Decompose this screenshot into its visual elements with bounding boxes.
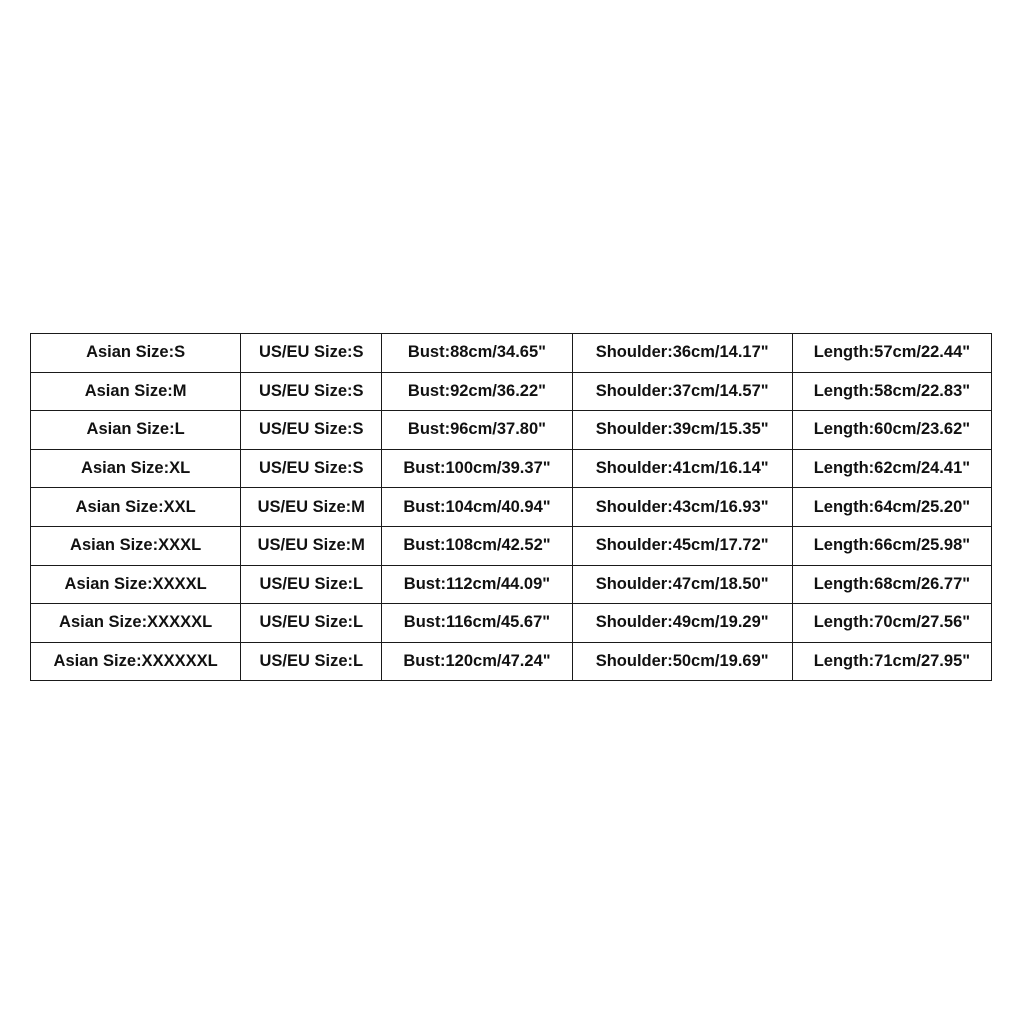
shoulder-cell: Shoulder:36cm/14.17"	[572, 334, 792, 373]
us-eu-size-cell: US/EU Size:L	[241, 565, 382, 604]
table-row	[31, 372, 992, 411]
table-row	[31, 565, 992, 604]
bust-cell: Bust:88cm/34.65"	[382, 334, 572, 373]
shoulder-cell: Shoulder:45cm/17.72"	[572, 526, 792, 565]
shoulder-cell: Shoulder:43cm/16.93"	[572, 488, 792, 527]
table-row	[31, 488, 992, 527]
us-eu-size-cell: US/EU Size:S	[241, 334, 382, 373]
us-eu-size-cell: US/EU Size:L	[241, 604, 382, 643]
bust-cell: Bust:92cm/36.22"	[382, 372, 572, 411]
us-eu-size-cell: US/EU Size:M	[241, 488, 382, 527]
table-row	[31, 604, 992, 643]
length-cell: Length:58cm/22.83"	[792, 372, 991, 411]
length-cell: Length:60cm/23.62"	[792, 411, 991, 450]
asian-size-cell: Asian Size:XL	[31, 449, 241, 488]
length-cell: Length:62cm/24.41"	[792, 449, 991, 488]
bust-cell: Bust:104cm/40.94"	[382, 488, 572, 527]
asian-size-cell: Asian Size:XXL	[31, 488, 241, 527]
asian-size-cell: Asian Size:XXXL	[31, 526, 241, 565]
length-cell: Length:68cm/26.77"	[792, 565, 991, 604]
us-eu-size-cell: US/EU Size:L	[241, 642, 382, 681]
length-cell: Length:57cm/22.44"	[792, 334, 991, 373]
shoulder-cell: Shoulder:50cm/19.69"	[572, 642, 792, 681]
us-eu-size-cell: US/EU Size:S	[241, 411, 382, 450]
shoulder-cell: Shoulder:49cm/19.29"	[572, 604, 792, 643]
bust-cell: Bust:96cm/37.80"	[382, 411, 572, 450]
shoulder-cell: Shoulder:39cm/15.35"	[572, 411, 792, 450]
length-cell: Length:66cm/25.98"	[792, 526, 991, 565]
asian-size-cell: Asian Size:S	[31, 334, 241, 373]
shoulder-cell: Shoulder:47cm/18.50"	[572, 565, 792, 604]
shoulder-cell: Shoulder:41cm/16.14"	[572, 449, 792, 488]
table-row	[31, 642, 992, 681]
us-eu-size-cell: US/EU Size:S	[241, 449, 382, 488]
size-chart-table	[30, 333, 992, 681]
bust-cell: Bust:100cm/39.37"	[382, 449, 572, 488]
table-row	[31, 449, 992, 488]
asian-size-cell: Asian Size:XXXXXL	[31, 604, 241, 643]
length-cell: Length:64cm/25.20"	[792, 488, 991, 527]
bust-cell: Bust:112cm/44.09"	[382, 565, 572, 604]
bust-cell: Bust:120cm/47.24"	[382, 642, 572, 681]
shoulder-cell: Shoulder:37cm/14.57"	[572, 372, 792, 411]
table-row	[31, 526, 992, 565]
table-row	[31, 411, 992, 450]
bust-cell: Bust:108cm/42.52"	[382, 526, 572, 565]
bust-cell: Bust:116cm/45.67"	[382, 604, 572, 643]
length-cell: Length:70cm/27.56"	[792, 604, 991, 643]
asian-size-cell: Asian Size:XXXXL	[31, 565, 241, 604]
asian-size-cell: Asian Size:M	[31, 372, 241, 411]
us-eu-size-cell: US/EU Size:S	[241, 372, 382, 411]
asian-size-cell: Asian Size:XXXXXXL	[31, 642, 241, 681]
table-row	[31, 334, 992, 373]
us-eu-size-cell: US/EU Size:M	[241, 526, 382, 565]
asian-size-cell: Asian Size:L	[31, 411, 241, 450]
length-cell: Length:71cm/27.95"	[792, 642, 991, 681]
